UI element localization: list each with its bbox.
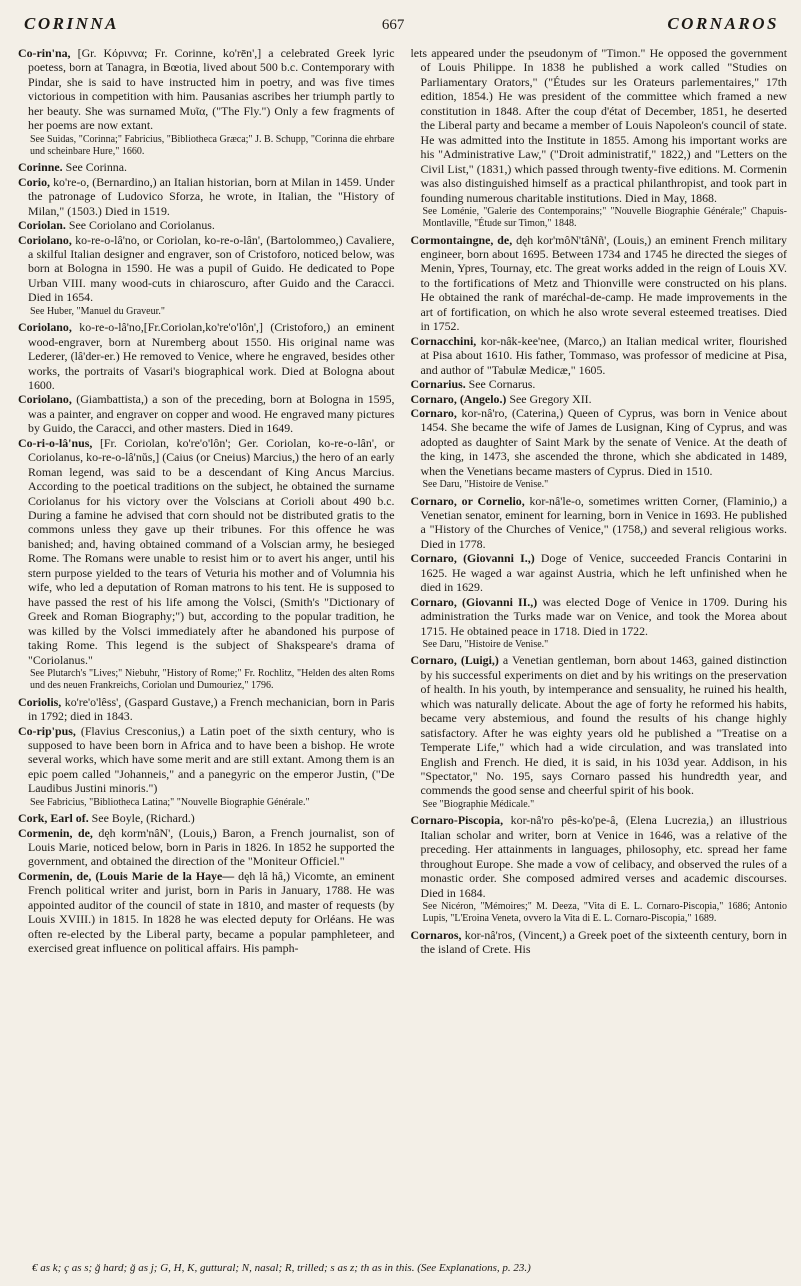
dictionary-entry: [18, 175, 395, 218]
entry-text: a Venetian gentleman, born about 1463, gained distinction by his successful experiments on diet and by his writings on the preservation of health. In his youth, by intemperance and sensuality, he ruined his health, which was naturally delicate. About the age of forty he reformed his habits, became very abstemious, and found the results of his change highly satisfactory. After he was eighty years old he published a "Treatise on a Temperate Life," which had a wide circulation, and was translated into English and French. He died, it is said, in his 103d year. Addison, in his "Spectator," No. 195, says Cornaro passed his hundredth year, and commends the good sense and cheerful spirit of his book.: [420, 653, 787, 798]
entry-text: [Fr. Coriolan, ko're'o'lôn'; Ger. Coriolan, ko-re-o-lân', or Coriolanus, ko-re-o-lâ'nŭs,] (Caius (or Cneius) Marcius,) the hero of an early Roman legend, was said to be a descendant of King Ancus Marcius. According to the poetical traditions on the subject, he obtained the surname Coriolanus for his victory over the Volscians at Corioli about 490 b.c. During a famine he advised that corn should not be distributed gratis to the commons unless they gave up their tribunes. For this offence he was banished; and, having obtained command of a Volscian army, he besieged Rome. The Romans were unable to resist him or to avert his anger, until his stern purpose yielded to the tears of Veturia his mother and of Volumnia his wife, who led a deputation of Roman matrons to his tent. He is supposed to have passed the rest of his life among the Volsci, (Smith's "Dictionary of Greek and Roman Biography;") but, according to the popular tradition, he was killed by the Volsci immediately after he abandoned his purpose of taking Rome. This legend is the subject of Shakspeare's drama of "Coriolanus.": [28, 435, 395, 667]
entry-text: kor-nâ'ro, (Caterina,) Queen of Cyprus, was born in Venice about 1454. She became the wife of James de Lusignan, King of Cyprus, and was adopted as daughter of Saint Mark by the senate of Venice. At the death of the king, in 1473, she ascended the throne, which she abdicated in 1489, when the Venetians became masters of Cyprus. Died in 1510.: [420, 406, 787, 478]
dictionary-entry: [18, 869, 395, 956]
dictionary-entry: [18, 218, 395, 232]
dictionary-entry: [411, 595, 788, 638]
header-left-word: CORINNA: [24, 14, 119, 33]
entry-headword: Cornaro, (Giovanni I.,): [410, 551, 535, 566]
entry-headword: Cornacchini,: [410, 333, 477, 348]
dictionary-entry: [18, 436, 395, 667]
entry-text: ko're'o'lêss', (Gaspard Gustave,) a French mechanician, born in Paris in 1792; died in 1843.: [28, 694, 395, 724]
entry-text: dęh kor'môN'tâNñ', (Louis,) an eminent French military engineer, born about 1695. Between 1734 and 1745 he directed the sieges of Menin, Ypres, Tournay, etc. The great works added in the reign of Louis XV. to the fortifications of Metz and Thionville were constructed on his plans. He obtained the rank of maréchal-de-camp. He made improvements in the art of fortification, on which he also wrote several esteemed treatises. Died in 1752.: [420, 232, 787, 334]
entry-headword: Cornarius.: [410, 377, 466, 392]
dictionary-entry: [411, 653, 788, 798]
entry-headword: Coriolis,: [18, 694, 62, 709]
dictionary-entry: [411, 551, 788, 594]
entry-headword: Coriolano,: [18, 320, 72, 335]
entry-headword: Cormenin, de,: [18, 825, 93, 840]
running-header: [24, 14, 779, 40]
dictionary-entry: [18, 695, 395, 724]
entry-reference: See Nicéron, "Mémoires;" M. Deeza, "Vita di E. L. Cornaro-Piscopia," 1686; Antonio Lupis, "L'Eroina Veneta, ovvero la Vita di E. L. Cornaro-Piscopia," 1689.: [422, 900, 787, 925]
entry-text: See Corinna.: [65, 160, 127, 175]
dictionary-entry: [18, 811, 395, 825]
header-right-word: CORNAROS: [667, 14, 779, 33]
entry-headword: Cornaro, (Luigi,): [410, 653, 499, 668]
entry-text: kor-nâk-kee'nee, (Marco,) an Italian medical writer, flourished at Pisa about 1610. His father, Tommaso, was professor of medicine at Pisa, and author of "Tabulæ Medicæ," 1605.: [420, 333, 787, 377]
entry-headword: Cormenin, de, (Louis Marie de la Haye—: [18, 868, 235, 883]
entry-reference: See Daru, "Histoire de Venise.": [422, 639, 549, 651]
entry-text: ko're-o, (Bernardino,) an Italian historian, born at Milan in 1459. Under the patronage of Ludovico Sforza, he wrote, in Italian, the "History of Milan," (1503.) Died in 1519.: [28, 174, 395, 218]
dictionary-entry: [411, 46, 788, 205]
entry-headword: Co-rip'pus,: [18, 723, 76, 738]
entry-headword: Coriolan.: [18, 218, 66, 233]
dictionary-entry: [18, 320, 395, 392]
entry-text: kor-nâ'le-o, sometimes written Corner, (Flaminio,) a Venetian senator, eminent for learning, born in Venice in 1693. He published a "History of the Churches of Venice," (1758,) and several religious works. Died in 1778.: [420, 493, 787, 551]
entry-text: dęh lâ hâ,) Vicomte, an eminent French political writer and jurist, born in Paris in January, 1788. He was appointed auditor of the council of state in 1810, and master of requests (by Louis XVIII.) in 1815. In 1828 he was elected deputy for Orléans. He was often re-elected by the Liberal party, became a popular pamphleteer, and exercised great influence on political affairs. His pamph-: [28, 868, 395, 956]
entry-headword: Cornaro,: [410, 406, 457, 421]
entry-headword: Cork, Earl of.: [18, 811, 89, 826]
dictionary-entry: [411, 334, 788, 377]
entry-text: kor-nâ'ro pês-ko'pe-â, (Elena Lucrezia,) an illustrious Italian scholar and writer, born at Venice in 1646, was a relative of the preceding. Her attainments in languages, philosophy, etc. spread her fame throughout Europe. She made a vow of celibacy, and observed the rules of a monastic order. She composed admired verses and academic discourses. Died in 1684.: [420, 813, 787, 900]
entry-headword: Cornaro, (Giovanni II.,): [410, 594, 538, 609]
entry-headword: Coriolano,: [18, 392, 72, 407]
entry-reference: See Huber, "Manuel du Graveur.": [30, 305, 165, 317]
entry-text: See Gregory XII.: [509, 391, 592, 406]
entry-headword: Cornaro, (Angelo.): [410, 391, 507, 406]
left-column: [18, 46, 395, 1256]
entry-text: dęh korm'nâN', (Louis,) Baron, a French journalist, son of Louis Marie, noticed below, born in Paris in 1826. In 1852 he supported the government, and obtained the direction of the "Moniteur Officiel.": [28, 825, 395, 869]
entry-text: kor-nâ'ros, (Vincent,) a Greek poet of the sixteenth century, born in the island of Crete. His: [420, 927, 787, 956]
entry-headword: Cornaros,: [410, 927, 462, 942]
entry-headword: Co-ri-o-lâ'nus,: [18, 435, 93, 450]
entry-reference: See Loménie, "Galerie des Contemporains;" "Nouvelle Biographie Générale;" Chapuis-Montlaville, "Étude sur Timon," 1848.: [422, 205, 787, 230]
entry-text: [Gr. Κόριννα; Fr. Corinne, ko'rēn',] a celebrated Greek lyric poetess, born at Tanagra, in Bœotia, lived about 500 b.c. Contemporary with Pindar, she is said to have instructed him in poetry, and was five times victorious in competition with him. Pausanias ascribes her triumph partly to her beauty. She was surnamed Μυῖα, ("The Fly.") Only a few fragments of her poems are now extant.: [28, 46, 395, 133]
page-number: 667: [381, 17, 405, 33]
entry-text: was elected Doge of Venice in 1709. During his administration the Turks made war on Venice, and took the Morea about 1715. He obtained peace in 1718. Died in 1722.: [420, 594, 787, 638]
entry-text: lets appeared under the pseudonym of "Timon." He opposed the government of Louis Philippe. In 1838 he published a work called "Studies on Parliamentary Orators," ("Études sur les Orateurs parlementaires," 17th edition, 1854.) He was president of the committee which framed a new constitution in 1848. After the coup d'état of December, 1851, he deserted the Liberal party and became a member of Louis Napoleon's council of state. He was admitted into the Institute in 1855. Among his important works are his "Administrative Law," ("Droit administratif," 1822,) and "Letters on the Civil List," (1831,) which passed through twenty-five editions. M. Cormenin was also distinguished himself as a practical philanthropist, and took part in founding numerous charitable institutions. Died in May, 1868.: [410, 46, 787, 205]
dictionary-entry: [18, 392, 395, 435]
entry-reference: See Daru, "Histoire de Venise.": [422, 479, 549, 491]
entry-headword: Cornaro-Piscopia,: [410, 813, 504, 828]
dictionary-entry: [411, 813, 788, 900]
entry-text: ko-re-o-lâ'no,[Fr.Coriolan,ko're'o'lôn',] (Cristoforo,) an eminent wood-engraver, born at Nuremberg about 1550. His original name was Lederer, (lâ'der-er.) He removed to Venice, where he engraved, besides other works, the portraits of Vasari's biographical work. Died at Bologna about 1600.: [28, 320, 395, 392]
text-columns: [18, 46, 787, 1256]
pronunciation-key: € as k; ç as s; ğ hard; ğ as j; G, H, K, guttural; N, nasal; R, trilled; s as z; th as in this. (See Explanations, p. 23.): [32, 1262, 531, 1274]
entry-text: See Coriolano and Coriolanus.: [68, 218, 215, 233]
entry-headword: Coriolano,: [18, 232, 72, 247]
entry-reference: See "Biographie Médicale.": [422, 798, 535, 810]
dictionary-entry: [411, 406, 788, 478]
entry-text: (Giambattista,) a son of the preceding, born at Bologna in 1595, was a painter, and engraver on copper and wood. He engraved many pictures by Guido, the Caracci, and other masters. Died in 1649.: [28, 392, 395, 436]
entry-reference: See Fabricius, "Bibliotheca Latina;" "Nouvelle Biographie Générale.": [30, 796, 310, 808]
entry-text: (Flavius Cresconius,) a Latin poet of the sixth century, who is supposed to have been born in Africa and to have been a bishop. He wrote several works, which have some merit and are still extant. Among them is an epic poem called "Johanneis," and a panegyric on the emperor Justin, ("De Laudibus Justini minoris."): [28, 723, 395, 796]
dictionary-entry: [411, 392, 788, 406]
dictionary-entry: [411, 928, 788, 957]
entry-text: See Cornarus.: [468, 377, 536, 392]
dictionary-entry: [18, 724, 395, 796]
entry-text: ko-re-o-lâ'no, or Coriolan, ko-re-o-lân', (Bartolommeo,) Cavaliere, a skilful Italian designer and engraver, son of Cristoforo, noticed below, was born at Bologna in 1590. He was a pupil of Guido. He dedicated to Pope Urban VIII. many wood-cuts in chiaroscuro, after Guido and the Caracci. Died in 1654.: [28, 232, 395, 305]
entry-reference: See Plutarch's "Lives;" Niebuhr, "History of Rome;" Fr. Rochlitz, "Helden des alten Roms und des neuen Frankreichs, Coriolan und Dumouriez," 1796.: [30, 668, 395, 692]
entry-text: See Boyle, (Richard.): [91, 811, 195, 826]
entry-headword: Corinne.: [18, 160, 63, 175]
dictionary-entry: [18, 826, 395, 869]
dictionary-entry: [411, 494, 788, 552]
entry-text: Doge of Venice, succeeded Francis Contarini in 1625. He waged a war against Austria, which he left unfinished when he died in 1629.: [420, 551, 787, 595]
entry-headword: Cormontaingne, de,: [410, 232, 513, 247]
dictionary-entry: [18, 233, 395, 305]
dictionary-entry: [18, 160, 395, 174]
entry-headword: Co-rin'na,: [18, 46, 71, 60]
entry-headword: Cornaro, or Cornelio,: [410, 493, 525, 508]
dictionary-entry: [18, 46, 395, 133]
dictionary-entry: [411, 377, 788, 391]
entry-reference: See Suidas, "Corinna;" Fabricius, "Bibliotheca Græca;" J. B. Schupp, "Corinna die ehrbare und scheinbare Hure," 1660.: [30, 133, 395, 158]
dictionary-entry: [411, 233, 788, 334]
entry-headword: Corio,: [18, 174, 51, 189]
right-column: [411, 46, 788, 1256]
